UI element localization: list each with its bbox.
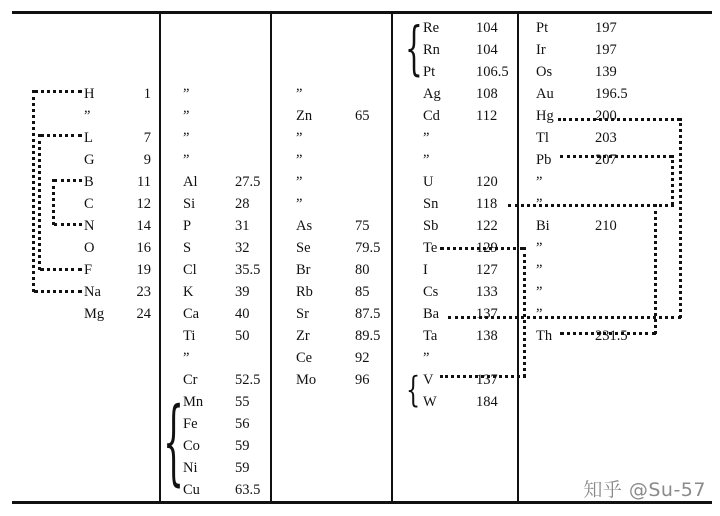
element-symbol: Sn xyxy=(423,196,439,212)
element-symbol: Pt xyxy=(536,20,549,36)
element-symbol: Th xyxy=(536,328,553,344)
atomic-weight: 197 xyxy=(595,42,617,58)
element-symbol: Fe xyxy=(183,416,198,432)
brace-v-w: { xyxy=(406,368,421,411)
element-symbol: Re xyxy=(423,20,440,36)
connector-v-right xyxy=(440,375,526,378)
element-symbol: S xyxy=(183,240,192,256)
element-symbol: N xyxy=(84,218,95,234)
column-divider-1 xyxy=(159,12,161,503)
connector-b-top xyxy=(54,179,82,182)
element-symbol: Au xyxy=(536,86,554,102)
atomic-weight: 137 xyxy=(476,306,498,322)
element-symbol: Ca xyxy=(183,306,200,322)
atomic-weight: 24 xyxy=(136,306,151,322)
element-symbol: Mg xyxy=(84,306,105,322)
atomic-weight: 28 xyxy=(235,196,250,212)
atomic-weight: 85 xyxy=(355,284,370,300)
atomic-weight: 196.5 xyxy=(595,86,628,102)
element-symbol: Sr xyxy=(296,306,309,322)
element-symbol: Zr xyxy=(296,328,310,344)
element-symbol: ” xyxy=(296,152,303,168)
atomic-weight: 31 xyxy=(235,218,250,234)
atomic-weight: 210 xyxy=(595,218,617,234)
connector-l-top xyxy=(40,134,82,137)
element-symbol: B xyxy=(84,174,94,190)
atomic-weight: 63.5 xyxy=(235,482,261,498)
atomic-weight: 92 xyxy=(355,350,370,366)
atomic-weight: 118 xyxy=(476,196,498,212)
element-symbol: Bi xyxy=(536,218,550,234)
atomic-weight: 108 xyxy=(476,86,498,102)
element-symbol: ” xyxy=(296,130,303,146)
element-symbol: ” xyxy=(536,240,543,256)
element-symbol: C xyxy=(84,196,94,212)
element-symbol: ” xyxy=(296,86,303,102)
element-symbol: Al xyxy=(183,174,198,190)
column-divider-3 xyxy=(391,12,393,503)
element-symbol: Ni xyxy=(183,460,198,476)
atomic-weight: 50 xyxy=(235,328,250,344)
atomic-weight: 19 xyxy=(136,262,151,278)
connector-na-bottom xyxy=(34,290,82,293)
atomic-weight: 139 xyxy=(595,64,617,80)
element-symbol: W xyxy=(423,394,437,410)
atomic-weight: 197 xyxy=(595,20,617,36)
atomic-weight: 79.5 xyxy=(355,240,381,256)
connector-pb-sn-vertical xyxy=(671,155,674,205)
atomic-weight: 203 xyxy=(595,130,617,146)
atomic-weight: 137 xyxy=(476,372,498,388)
atomic-weight: 104 xyxy=(476,42,498,58)
element-symbol: G xyxy=(84,152,95,168)
element-symbol: Ta xyxy=(423,328,438,344)
element-symbol: P xyxy=(183,218,192,234)
atomic-weight: 59 xyxy=(235,438,250,454)
element-symbol: ” xyxy=(423,130,430,146)
column-divider-2 xyxy=(270,12,272,503)
atomic-weight: 32 xyxy=(235,240,250,256)
atomic-weight: 52.5 xyxy=(235,372,261,388)
element-symbol: ” xyxy=(84,108,91,124)
element-symbol: Zn xyxy=(296,108,313,124)
element-symbol: Mn xyxy=(183,394,204,410)
atomic-weight: 129 xyxy=(476,240,498,256)
atomic-weight: 87.5 xyxy=(355,306,381,322)
atomic-weight: 7 xyxy=(143,130,151,146)
element-symbol: Si xyxy=(183,196,196,212)
connector-te-right xyxy=(440,247,524,250)
atomic-weight: 16 xyxy=(136,240,151,256)
atomic-weight: 80 xyxy=(355,262,370,278)
element-symbol: ” xyxy=(536,196,543,212)
element-symbol: Ir xyxy=(536,42,546,58)
connector-hg-right xyxy=(558,118,680,121)
atomic-weight: 56 xyxy=(235,416,250,432)
watermark: 知乎 @Su-57 xyxy=(583,479,706,501)
connector-te-v-vertical xyxy=(523,247,526,377)
atomic-weight: 96 xyxy=(355,372,370,388)
atomic-weight: 40 xyxy=(235,306,250,322)
atomic-weight: 138 xyxy=(476,328,498,344)
element-symbol: F xyxy=(84,262,93,278)
connector-l-f-left xyxy=(38,134,41,270)
element-symbol: ” xyxy=(423,350,430,366)
atomic-weight: 75 xyxy=(355,218,370,234)
atomic-weight: 39 xyxy=(235,284,250,300)
connector-th-right xyxy=(560,332,656,335)
atomic-weight: 184 xyxy=(476,394,498,410)
element-symbol: Na xyxy=(84,284,101,300)
top-rule xyxy=(12,11,712,14)
atomic-weight: 231.5 xyxy=(595,328,628,344)
element-symbol: Pt xyxy=(423,64,436,80)
element-symbol: Se xyxy=(296,240,311,256)
connector-sn-right xyxy=(508,204,674,207)
element-symbol: ” xyxy=(536,306,543,322)
element-symbol: ” xyxy=(536,262,543,278)
atomic-weight: 1 xyxy=(143,86,151,102)
element-symbol: Ti xyxy=(183,328,196,344)
brace-re-rn-pt: { xyxy=(405,15,423,83)
column-divider-4 xyxy=(517,12,519,503)
element-symbol: V xyxy=(423,372,434,388)
element-symbol: L xyxy=(84,130,93,146)
element-symbol: ” xyxy=(183,108,190,124)
element-symbol: Mo xyxy=(296,372,317,388)
element-symbol: Tl xyxy=(536,130,549,146)
element-symbol: ” xyxy=(296,196,303,212)
connector-b-n-left xyxy=(52,179,55,225)
element-symbol: Br xyxy=(296,262,311,278)
element-symbol: Te xyxy=(423,240,438,256)
atomic-weight: 9 xyxy=(143,152,151,168)
atomic-weight: 89.5 xyxy=(355,328,381,344)
element-symbol: ” xyxy=(296,174,303,190)
element-symbol: Cs xyxy=(423,284,439,300)
connector-pb-right xyxy=(560,155,672,158)
atomic-weight: 122 xyxy=(476,218,498,234)
element-symbol: Ce xyxy=(296,350,313,366)
atomic-weight: 27.5 xyxy=(235,174,261,190)
element-symbol: Ag xyxy=(423,86,441,102)
atomic-weight: 55 xyxy=(235,394,250,410)
element-symbol: Hg xyxy=(536,108,554,124)
element-symbol: As xyxy=(296,218,313,234)
element-symbol: Rn xyxy=(423,42,440,58)
element-symbol: O xyxy=(84,240,95,256)
atomic-weight xyxy=(123,105,151,127)
atomic-weight: 23 xyxy=(136,284,151,300)
atomic-weight: 65 xyxy=(355,108,370,124)
element-symbol: ” xyxy=(423,152,430,168)
element-symbol: Os xyxy=(536,64,553,80)
atomic-weight: 59 xyxy=(235,460,250,476)
element-symbol: K xyxy=(183,284,194,300)
atomic-weight: 104 xyxy=(476,20,498,36)
element-symbol: ” xyxy=(183,152,190,168)
atomic-weight: 106.5 xyxy=(476,64,509,80)
element-symbol: Pb xyxy=(536,152,552,168)
atomic-weight: 207 xyxy=(595,152,617,168)
connector-n-bottom xyxy=(54,223,82,226)
element-symbol: Co xyxy=(183,438,200,454)
connector-ba-right xyxy=(448,316,681,319)
element-symbol: Cu xyxy=(183,482,200,498)
element-symbol: Cr xyxy=(183,372,198,388)
connector-sn-th-vertical xyxy=(654,204,657,334)
element-symbol: H xyxy=(84,86,95,102)
atomic-weight: 127 xyxy=(476,262,498,278)
element-symbol: Cd xyxy=(423,108,440,124)
atomic-weight: 120 xyxy=(476,174,498,190)
element-symbol: Cl xyxy=(183,262,197,278)
atomic-weight: 112 xyxy=(476,108,498,124)
atomic-weight: 35.5 xyxy=(235,262,261,278)
element-symbol: I xyxy=(423,262,428,278)
element-symbol: ” xyxy=(183,130,190,146)
element-symbol: ” xyxy=(183,350,190,366)
connector-h-top xyxy=(34,90,82,93)
atomic-weight: 14 xyxy=(136,218,151,234)
brace-mn-cu: { xyxy=(163,388,185,497)
element-symbol: Ba xyxy=(423,306,440,322)
element-symbol: Rb xyxy=(296,284,313,300)
atomic-weight: 200 xyxy=(595,108,617,124)
element-symbol: ” xyxy=(536,174,543,190)
element-symbol: ” xyxy=(536,284,543,300)
element-symbol: ” xyxy=(183,86,190,102)
element-symbol: Sb xyxy=(423,218,439,234)
connector-f-bottom xyxy=(40,268,82,271)
atomic-weight: 11 xyxy=(137,174,151,190)
atomic-weight: 12 xyxy=(136,196,151,212)
connector-h-na-left xyxy=(32,90,35,292)
element-symbol: U xyxy=(423,174,434,190)
atomic-weight: 133 xyxy=(476,284,498,300)
connector-hg-ba-vertical xyxy=(679,118,682,318)
